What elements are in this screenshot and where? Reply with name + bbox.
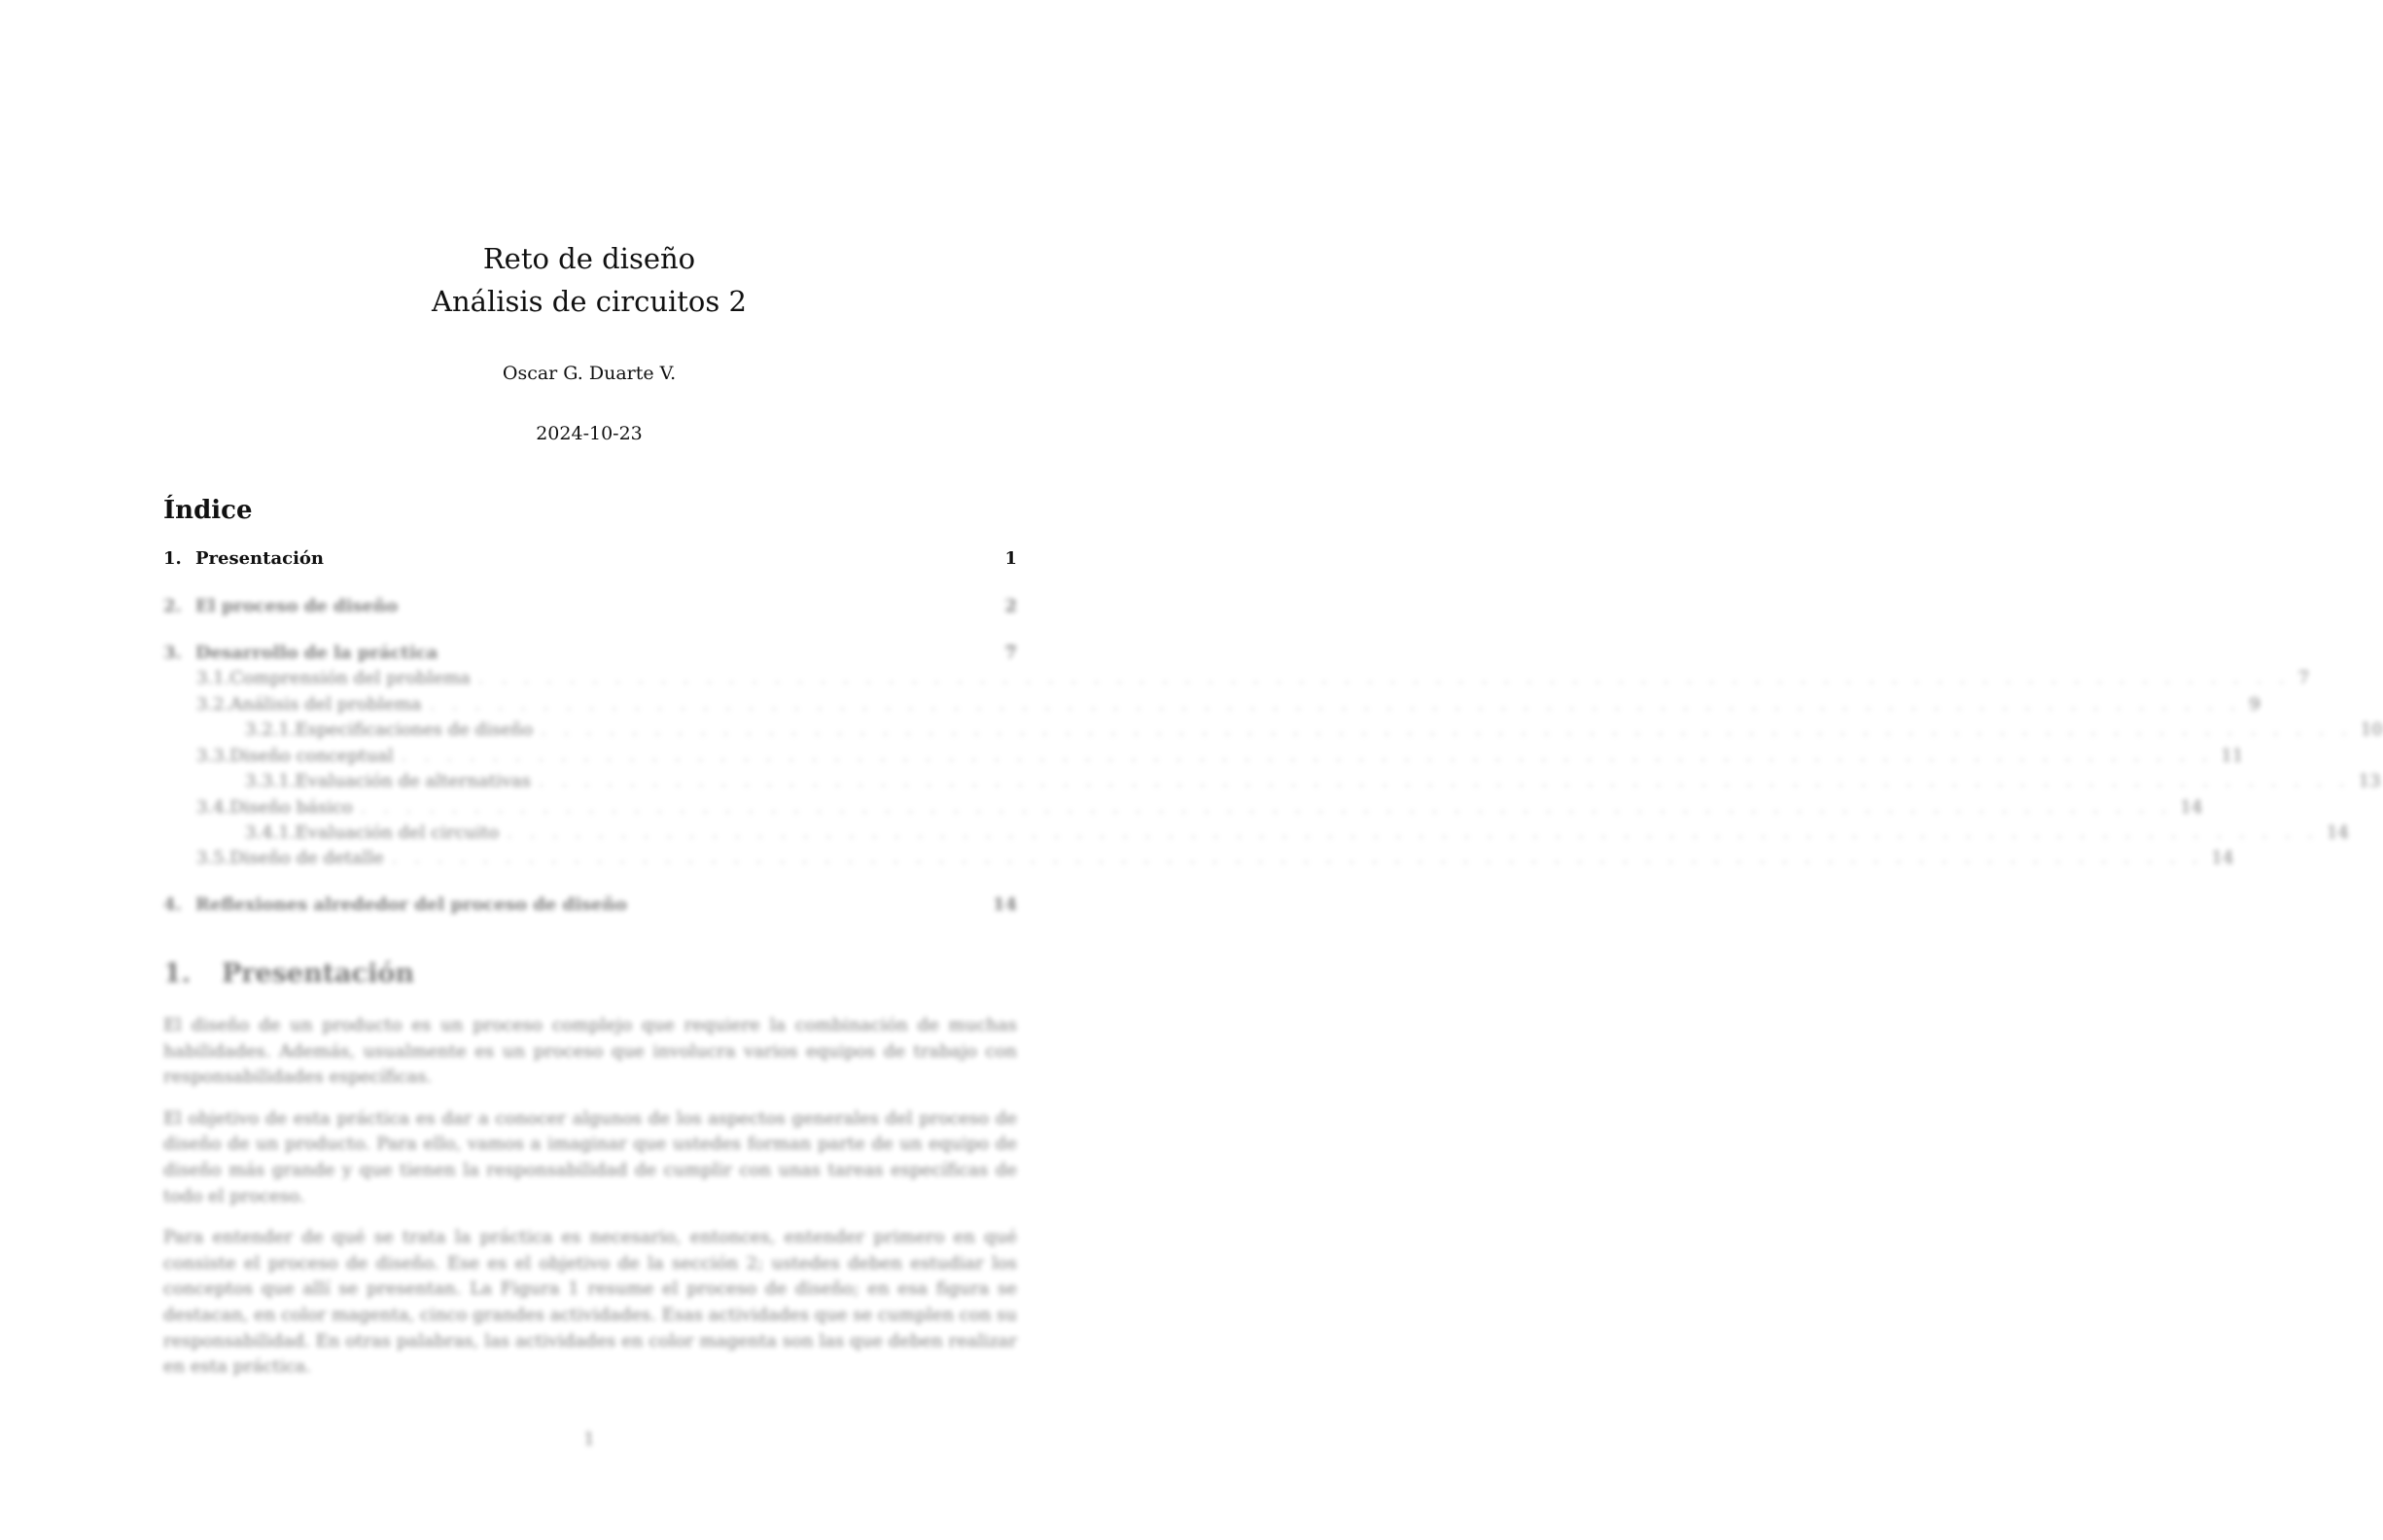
toc-leader-dots: . . . . . . . . . . . . . . . . . . . . . . . . . . . . . . . . . . . . . . . . . . . . . . . . . . . . . . . . . . . . . . . . . . . . . . . . . . . . . . . . bbox=[477, 668, 2291, 688]
toc-entry-number: 4. bbox=[163, 894, 182, 915]
paragraph: El diseño de un producto es un proceso complejo que requiere la combinación de muchas habilidades. Además, usualmente es un proceso que involucra varios equipos de trabajo con responsabilidades específicas. bbox=[163, 1015, 1017, 1088]
toc-entry-number: 3.2. bbox=[196, 694, 230, 715]
toc-entry[interactable] bbox=[163, 822, 2349, 843]
toc-entry-number: 3.4.1. bbox=[245, 822, 296, 843]
toc-entry-page: 7 bbox=[1004, 643, 1017, 663]
toc-entry-label: Diseño de detalle bbox=[229, 848, 384, 868]
toc-entry-label: Reflexiones alrededor del proceso de diseño bbox=[195, 894, 627, 915]
toc-leader-dots: . . . . . . . . . . . . . . . . . . . . . . . . . . . . . . . . . . . . . . . . . . . . . . . . . . . . . . . . . . . . . . . . . . . . . . . . . . . . . . . . bbox=[541, 719, 2353, 740]
toc-entry-number: 3.5. bbox=[196, 848, 230, 868]
toc-entry-label: Presentación bbox=[195, 548, 325, 569]
toc-leader-dots: . . . . . . . . . . . . . . . . . . . . . . . . . . . . . . . . . . . . . . . . . . . . . . . . . . . . . . . . . . . . . . . . . . . . . . . . . . . . . . . . bbox=[507, 822, 2319, 843]
toc-entry-page: 13 bbox=[2358, 771, 2381, 791]
date: 2024-10-23 bbox=[536, 423, 643, 444]
toc-entry-number: 3.4. bbox=[196, 797, 230, 818]
section-heading bbox=[163, 959, 414, 989]
document-title bbox=[0, 237, 1178, 323]
toc-entry-label: El proceso de diseño bbox=[195, 596, 399, 616]
section-title: Presentación bbox=[222, 959, 415, 989]
toc-leader-dots: . . . . . . . . . . . . . . . . . . . . . . . . . . . . . . . . . . . . . . . . . . . . . . . . . . . . . . . . . . . . . . . . . . . . . . . . . . . . . . . . bbox=[538, 771, 2351, 791]
toc-leader-dots: . . . . . . . . . . . . . . . . . . . . . . . . . . . . . . . . . . . . . . . . . . . . . . . . . . . . . . . . . . . . . . . . . . . . . . . . . . . . . . . . bbox=[401, 746, 2214, 766]
toc-entry-page: 14 bbox=[992, 894, 1017, 915]
toc-entry-page: 14 bbox=[2180, 797, 2203, 818]
toc-entry-label: Análisis del problema bbox=[229, 694, 422, 715]
toc-entry-page: 14 bbox=[2211, 848, 2234, 868]
author: Oscar G. Duarte V. bbox=[502, 363, 677, 384]
paragraph: Para entender de qué se trata la práctica es necesario, entonces, entender primero en qué consiste el proceso de diseño. Ese es el objetivo de la sección 2; ustedes deben estudiar los conceptos que allí se presentan. La Figura 1 resume el proceso de diseño; en esa figura se destacan, en color magenta, cinco grandes actividades. Esas actividades que se cumplen con su responsabilidad. En otras palabras, las actividades en color magenta son las que deben realizar en esta práctica. bbox=[163, 1227, 1017, 1378]
toc-entry[interactable] bbox=[163, 746, 2244, 766]
toc-entry-number: 3.2.1. bbox=[245, 719, 296, 740]
toc-entry-page: 2 bbox=[1004, 596, 1017, 616]
section-body bbox=[163, 1013, 1017, 1396]
toc-entry-page: 1 bbox=[1004, 548, 1017, 569]
toc-entry-label: Desarrollo de la práctica bbox=[195, 643, 438, 663]
toc-leader-dots: . . . . . . . . . . . . . . . . . . . . . . . . . . . . . . . . . . . . . . . . . . . . . . . . . . . . . . . . . . . . . . . . . . . . . . . . . . . . . . . . bbox=[429, 694, 2242, 715]
paragraph: El objetivo de esta práctica es dar a conocer algunos de los aspectos generales del proceso de diseño de un producto. Para ello, vamos a imaginar que ustedes forman parte de un equipo de diseño más grande y que tienen la responsabilidad de cumplir con unas tareas específicas de todo el proceso. bbox=[163, 1107, 1017, 1207]
toc-entry-page: 7 bbox=[2297, 668, 2310, 688]
toc-leader-dots: . . . . . . . . . . . . . . . . . . . . . . . . . . . . . . . . . . . . . . . . . . . . . . . . . . . . . . . . . . . . . . . . . . . . . . . . . . . . . . . . bbox=[360, 797, 2173, 818]
toc-entry-number: 3.1. bbox=[196, 668, 230, 688]
toc-entry-label: Especificaciones de diseño bbox=[295, 719, 534, 740]
toc-leader-dots: . . . . . . . . . . . . . . . . . . . . . . . . . . . . . . . . . . . . . . . . . . . . . . . . . . . . . . . . . . . . . . . . . . . . . . . . . . . . . . . . bbox=[391, 848, 2204, 868]
toc-entry-number: 3.3.1. bbox=[245, 771, 296, 791]
toc-entry-number: 2. bbox=[163, 596, 182, 616]
toc-entry-page: 14 bbox=[2327, 822, 2349, 843]
toc-entry[interactable] bbox=[163, 596, 1017, 616]
toc-entry-number: 3.3. bbox=[196, 746, 230, 766]
toc-entry[interactable] bbox=[163, 848, 2234, 868]
toc-entry[interactable] bbox=[163, 668, 2310, 688]
toc-entry-label: Diseño conceptual bbox=[229, 746, 394, 766]
toc-entry-number: 1. bbox=[163, 548, 182, 569]
toc-entry[interactable] bbox=[163, 894, 1017, 915]
toc-entry[interactable] bbox=[163, 694, 2260, 715]
toc-entry[interactable] bbox=[163, 643, 1017, 663]
toc-entry-label: Comprensión del problema bbox=[229, 668, 471, 688]
toc-entry-label: Diseño básico bbox=[229, 797, 353, 818]
toc-entry[interactable] bbox=[163, 797, 2203, 818]
toc-entry[interactable] bbox=[163, 548, 1017, 569]
toc-entry[interactable] bbox=[163, 771, 2381, 791]
toc-heading: Índice bbox=[163, 496, 253, 525]
toc-entry-page: 11 bbox=[2221, 746, 2244, 766]
toc-entry[interactable] bbox=[163, 719, 2383, 740]
toc-entry-page: 10 bbox=[2360, 719, 2383, 740]
page-number: 1 bbox=[583, 1429, 595, 1450]
title-line-2: Análisis de circuitos 2 bbox=[432, 285, 747, 318]
toc-entry-page: 9 bbox=[2249, 694, 2260, 715]
title-line-1: Reto de diseño bbox=[482, 242, 696, 275]
section-number: 1. bbox=[163, 959, 192, 989]
toc-entry-label: Evaluación de alternativas bbox=[295, 771, 531, 791]
toc-entry-label: Evaluación del circuito bbox=[295, 822, 500, 843]
toc-entry-number: 3. bbox=[163, 643, 182, 663]
